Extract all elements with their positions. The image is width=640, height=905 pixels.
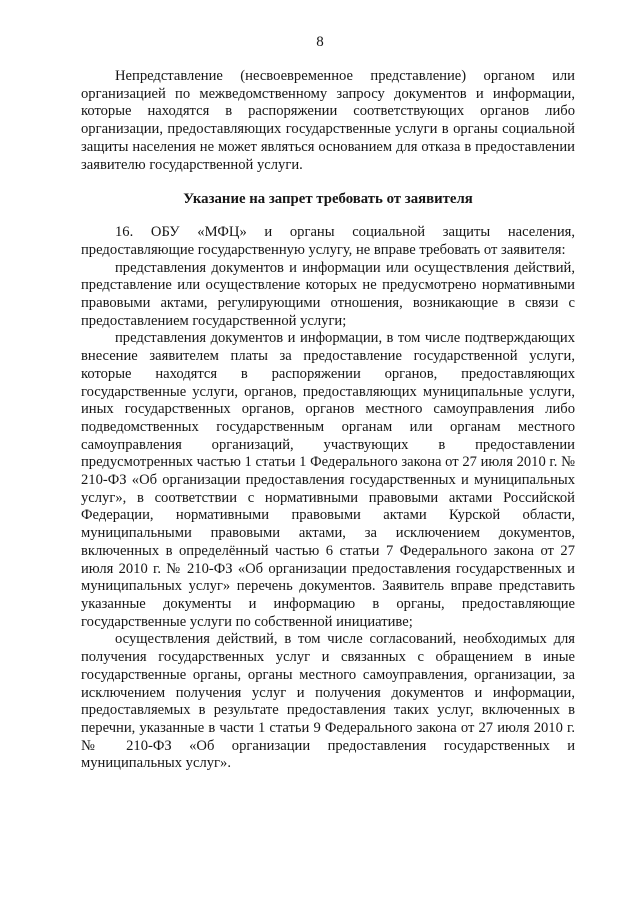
paragraph-16: 16. ОБУ «МФЦ» и органы социальной защиты населения, предоставляющие государственную услугу, не вправе требовать от заявителя: [81,224,575,258]
document-body [81,68,575,773]
page-number: 8 [316,34,324,50]
paragraph-non-submission: Непредставление (несвоевременное представление) органом или организацией по межведомственному запросу документов и информации, которые находятся в распоряжении соответствующих органов либо организации, предоставляющих государственные услуги в органы социальной защиты населения не может являться основанием для отказа в предоставлении заявителю государственной услуги. [81,68,575,173]
section-heading: Указание на запрет требовать от заявителя [183,191,473,208]
list-item-documents-not-required: представления документов и информации или осуществления действий, представление или осуществление которых не предусмотрено нормативными правовыми актами, регулирующими отношения, возникающие в связи с предоставлением государственной услуги; [81,259,575,329]
list-item-actions-approvals: осуществления действий, в том числе согласований, необходимых для получения государственных услуг и связанных с обращением в иные государственные органы, органы местного самоуправления, организации, за исключением получения услуг и получения документов и информации, предоставляемых в результате предоставления таких услуг, включенных в перечни, указанные в части 1 статьи 9 Федерального закона от 27 июля 2010 г. № 210-ФЗ «Об организации предоставления государственных и муниципальных услуг». [81,631,575,772]
list-item-documents-in-possession: представления документов и информации, в том числе подтверждающих внесение заявителем платы за предоставление государственной услуги, которые находятся в распоряжении органов, предоставляющих государственные услуги, органов, предоставляющих муниципальные услуги, иных государственных органов, органов местного самоуправления либо подведомственных государственным органам или органам местного самоуправления организаций, участвующих в предоставлении предусмотренных частью 1 статьи 1 Федерального закона от 27 июля 2010 г. № 210-ФЗ «Об организации предоставления государственных и муниципальных услуг», в соответствии с нормативными правовыми актами Российской Федерации, нормативными правовыми актами Курской области, муниципальными правовыми актами, за исключением документов, включенных в определённый частью 6 статьи 7 Федерального закона от 27 июля 2010 г. № 210-ФЗ «Об организации предоставления государственных и муниципальных услуг» перечень документов. Заявитель вправе представить указанные документы и информацию в органы, предоставляющие государственные услуги по собственной инициативе; [81,330,575,630]
